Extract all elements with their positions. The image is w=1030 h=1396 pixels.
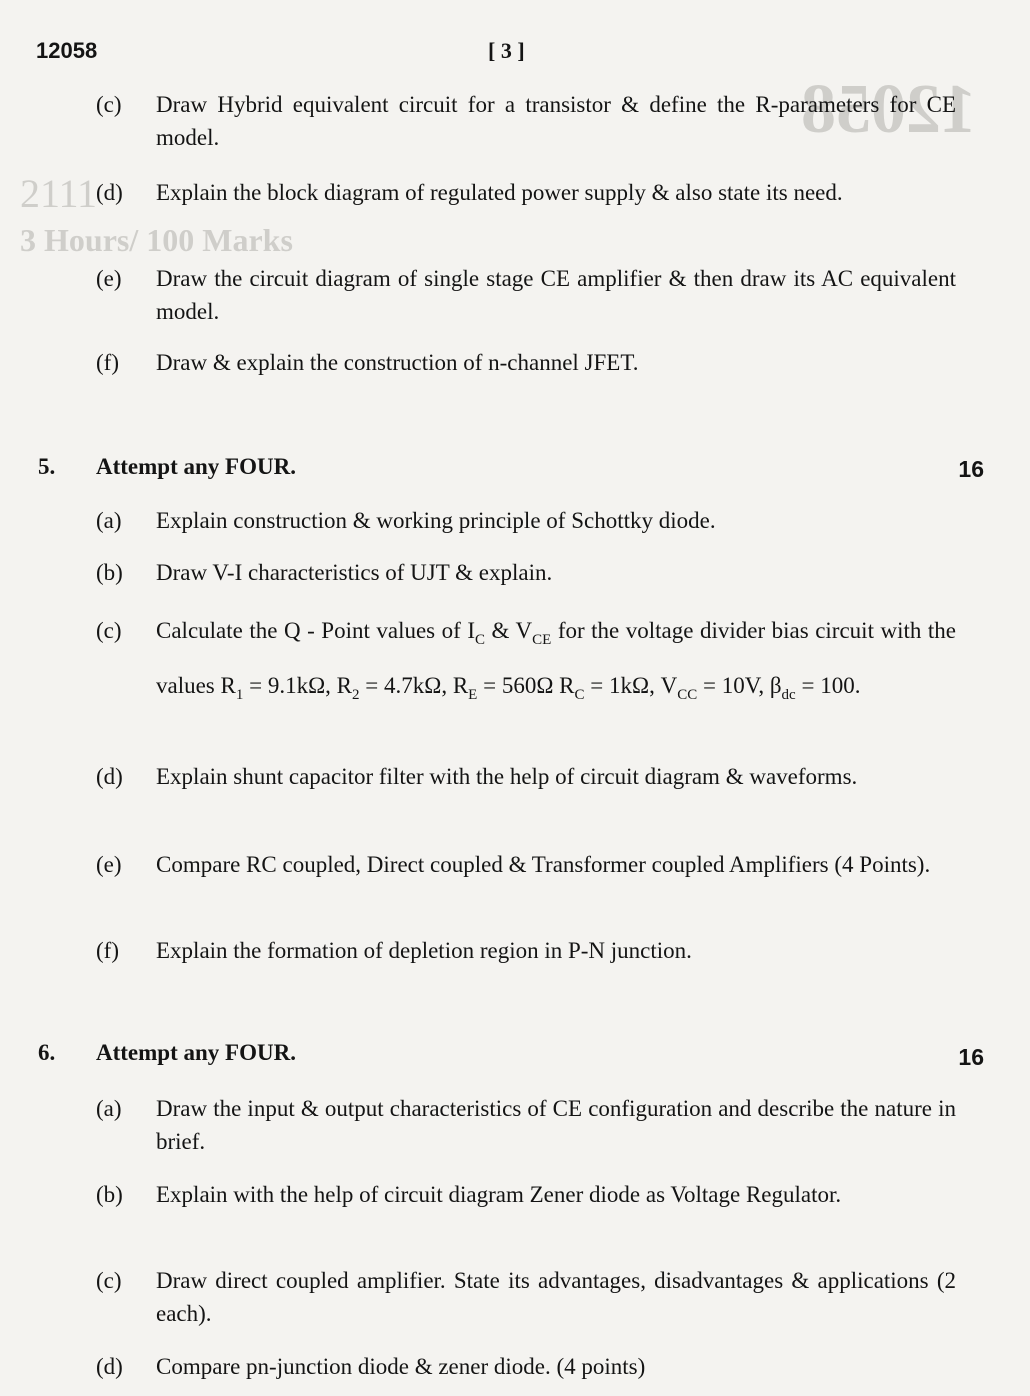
question-item: (d) Explain shunt capacitor filter with the help of circuit diagram & waveforms. — [96, 764, 858, 789]
page-number: [ 3 ] — [488, 38, 525, 63]
paper-code: 12058 — [36, 38, 98, 63]
question-item: (a) Explain construction & working principle of Schottky diode. — [96, 508, 716, 533]
question-item: (c) Calculate the Q - Point values of $I_C$ & $V_{CE}$ for the voltage divider bias circuit with the values $R_1 = 9.1k\Omega$, $R_2 = 4.7k\Omega$, $R_E = 560\Omega$ $R_C = 1k\Omega$, $V_{CC} = 10V$, $\beta_{dc} = 100$. — [96, 618, 956, 703]
question-item: (d) Explain the block diagram of regulated power supply & also state its need. — [96, 180, 843, 205]
question-item: (b) Draw V-I characteristics of UJT & explain. — [96, 560, 553, 585]
section-number: 5. — [38, 454, 56, 479]
section-marks: 16 — [958, 456, 984, 482]
bleed-through-text: 3 Hours/ 100 Marks — [20, 222, 293, 258]
question-item: (b) Explain with the help of circuit diagram Zener diode as Voltage Regulator. — [96, 1182, 842, 1207]
section-title: Attempt any FOUR. — [96, 454, 296, 479]
question-item: (f) Explain the formation of depletion region in P-N junction. — [96, 938, 692, 963]
bleed-through-text: 2111 — [20, 171, 98, 216]
question-item: (d) Compare pn-junction diode & zener diode. (4 points) — [96, 1354, 646, 1379]
section-number: 6. — [38, 1040, 56, 1065]
question-item: (c) Draw direct coupled amplifier. State its advantages, disadvantages & applications (2 each). — [96, 1268, 956, 1326]
section-title: Attempt any FOUR. — [96, 1040, 296, 1065]
question-item: (f) Draw & explain the construction of n-channel JFET. — [96, 350, 639, 375]
question-item: (c) Draw Hybrid equivalent circuit for a transistor & define the R-parameters for CE model. — [96, 92, 956, 150]
question-item: (e) Draw the circuit diagram of single stage CE amplifier & then draw its AC equivalent model. — [96, 266, 956, 324]
bleed-through-text: 12058 — [801, 71, 976, 148]
question-item: (e) Compare RC coupled, Direct coupled & Transformer coupled Amplifiers (4 Points). — [96, 852, 931, 877]
question-item: (a) Draw the input & output characteristics of CE configuration and describe the nature in brief. — [96, 1096, 956, 1154]
section-marks: 16 — [958, 1044, 984, 1070]
